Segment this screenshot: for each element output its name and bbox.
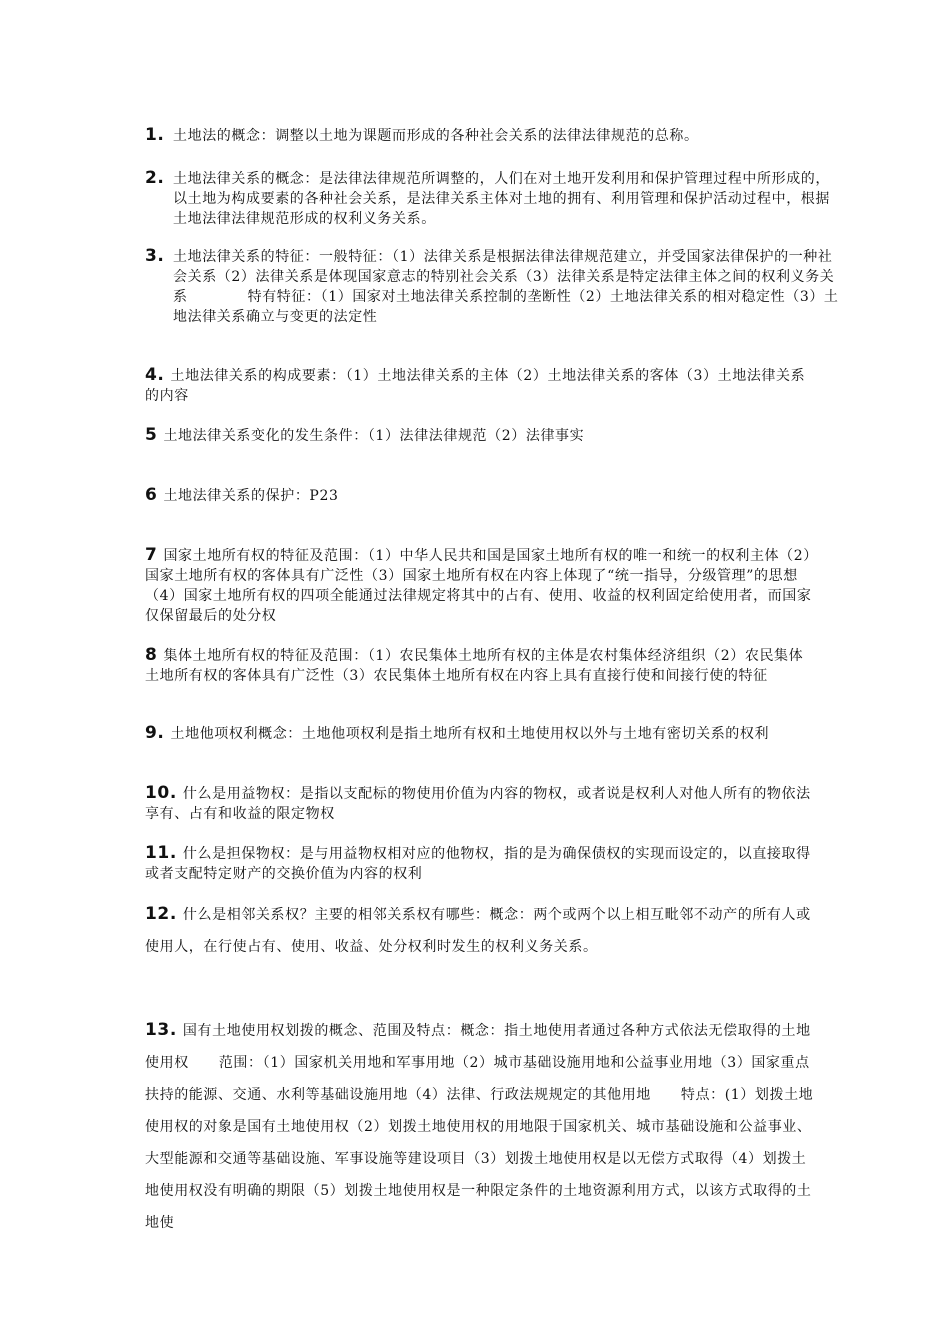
- item-7: [145, 545, 815, 626]
- item-9: [145, 723, 815, 744]
- item-5: [145, 425, 815, 446]
- item-number: 9.: [145, 723, 165, 743]
- item-number: 10.: [145, 783, 177, 803]
- item-10: [145, 783, 815, 824]
- item-text: 集体土地所有权的特征及范围：（1）农民集体土地所有权的主体是农村集体经济组织（2）农民集体土地所有权的客体具有广泛性（3）农民集体土地所有权在内容上具有直接行使和间接行使的特征: [145, 648, 804, 684]
- item-number: 4.: [145, 365, 165, 385]
- item-11: [145, 843, 815, 884]
- item-8: [145, 645, 815, 686]
- item-3: [145, 246, 843, 327]
- item-text-concept: 国有土地使用权划拨的概念、范围及特点：概念：指土地使用者通过各种方式依法无偿取得的土地使用权: [145, 1023, 811, 1071]
- item-text: 土地法律关系变化的发生条件：（1）法律法律规范（2）法律事实: [163, 428, 585, 444]
- item-text: 土地法律关系的构成要素：（1）土地法律关系的主体（2）土地法律关系的客体（3）土地法律关系的内容: [145, 368, 806, 404]
- item-text: 国家土地所有权的特征及范围：（1）中华人民共和国是国家土地所有权的唯一和统一的权利主体（2）国家土地所有权的客体具有广泛性（3）国家土地所有权在内容上体现了“统一指导，分级管理”的思想（4）国家土地所有权的四项全能通过法律规定将其中的占有、使用、收益的权利固定给使用者，而国家仅保留最后的处分权: [145, 548, 812, 624]
- item-text-special: 特有特征：（1）国家对土地法律关系控制的垄断性（2）土地法律关系的相对稳定性（3）土地法律关系确立与变更的法定性: [173, 289, 839, 325]
- item-number: 11.: [145, 843, 177, 863]
- item-text: 土地法律关系的概念：是法律法律规范所调整的，人们在对土地开发利用和保护管理过程中所形成的，以土地为构成要素的各种社会关系，是法律关系主体对土地的拥有、利用管理和保护活动过程中，根据土地法律法律规范形成的权利义务关系。: [173, 171, 830, 227]
- item-number: 6: [145, 485, 158, 505]
- item-1: [145, 125, 843, 146]
- item-6: [145, 485, 815, 506]
- item-number: 7: [145, 545, 158, 565]
- item-text: 什么是担保物权：是与用益物权相对应的他物权，指的是为确保债权的实现而设定的，以直接取得或者支配特定财产的交换价值为内容的权利: [145, 846, 811, 882]
- item-number: 12.: [145, 904, 177, 924]
- item-text-features: 特点：(1）划拨土地使用权的对象是国有土地使用权（2）划拨土地使用权的用地限于国家机关、城市基础设施和公益事业、大型能源和交通等基础设施、军事设施等建设项目（3）划拨土地使用权是以无偿方式取得（4）划拨土地使用权没有明确的期限（5）划拨土地使用权是一种限定条件的土地资源利用方式，以该方式取得的土地使: [145, 1087, 814, 1231]
- item-number: 2.: [145, 168, 165, 188]
- item-number: 3.: [145, 246, 165, 266]
- item-text: 什么是用益物权：是指以支配标的物使用价值为内容的物权，或者说是权利人对他人所有的物依法享有、占有和收益的限定物权: [145, 786, 811, 822]
- item-4: [145, 365, 815, 406]
- item-text: 土地法的概念：调整以土地为课题而形成的各种社会关系的法律法律规范的总称。: [173, 128, 699, 144]
- item-number: 8: [145, 645, 158, 665]
- item-text: 土地法律关系的保护：P23: [163, 488, 339, 504]
- item-number: 1.: [145, 125, 165, 145]
- item-text-general: 土地法律关系的特征：一般特征：（1）法律关系是根据法律法律规范建立，并受国家法律保护的一种社会关系（2）法律关系是体现国家意志的特别社会关系（3）法律关系是特定法律主体之间的权利义务关系: [173, 249, 835, 305]
- item-text-scope: 范围：（1）国家机关用地和军事用地（2）城市基础设施用地和公益事业用地（3）国家重点扶持的能源、交通、水利等基础设施用地（4）法律、行政法规规定的其他用地: [145, 1055, 810, 1103]
- item-text: 什么是相邻关系权？主要的相邻关系权有哪些：概念：两个或两个以上相互毗邻不动产的所有人或使用人，在行使占有、使用、收益、处分权利时发生的权利义务关系。: [145, 907, 811, 955]
- item-2: [145, 168, 843, 229]
- item-number: 13.: [145, 1020, 177, 1040]
- item-number: 5: [145, 425, 158, 445]
- item-13: [145, 1014, 815, 1239]
- item-12: [145, 898, 815, 963]
- item-text: 土地他项权利概念：土地他项权利是指土地所有权和土地使用权以外与土地有密切关系的权利: [170, 726, 770, 742]
